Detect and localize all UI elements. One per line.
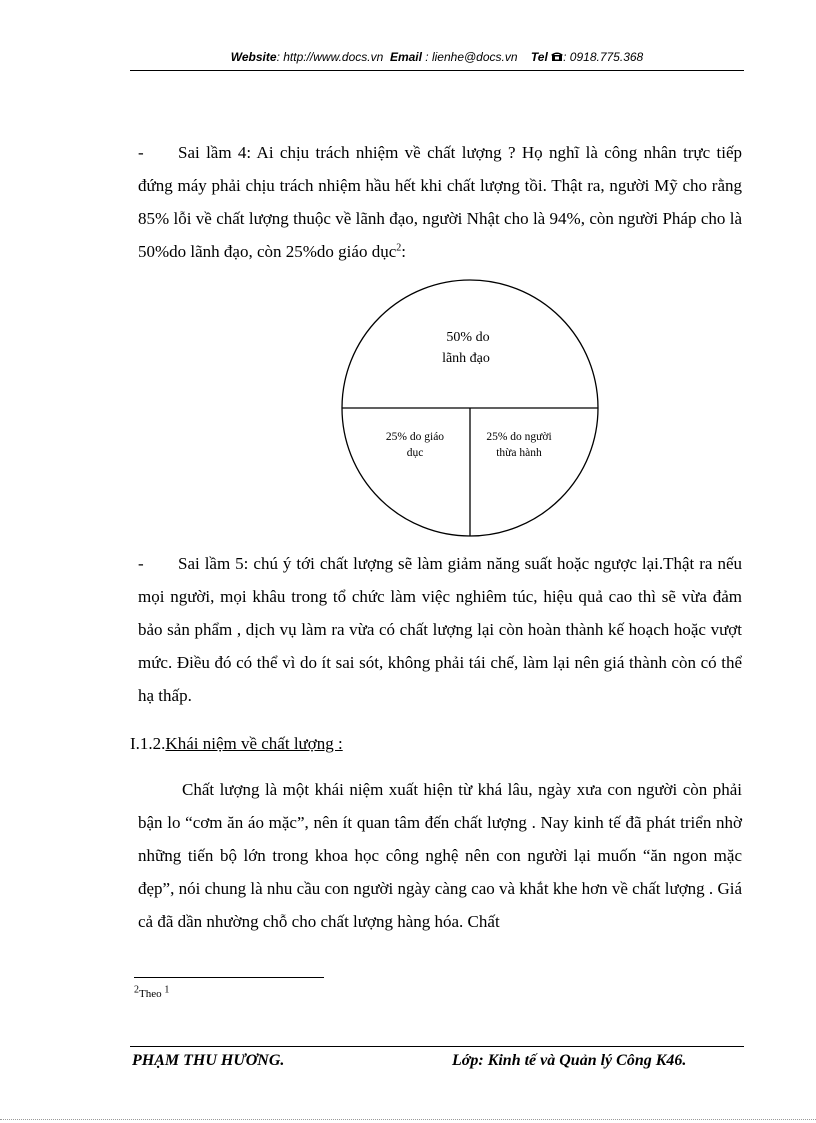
footnote bbox=[134, 984, 170, 1000]
footer-class: Lớp: Kinh tế và Quản lý Công K46. bbox=[452, 1052, 687, 1069]
section-heading bbox=[130, 734, 343, 754]
website-label: Website bbox=[230, 50, 277, 64]
slice-label-workers-line1: 25% do người bbox=[486, 431, 552, 443]
footnote-source-ref: 1 bbox=[164, 984, 170, 996]
paragraph-mistake-5 bbox=[138, 547, 742, 712]
tel-value: : 0918.775.368 bbox=[563, 50, 644, 64]
list-dash: - bbox=[138, 143, 144, 162]
paragraph-mistake-4 bbox=[138, 136, 742, 268]
page-header bbox=[130, 50, 744, 64]
footnote-text: Theo bbox=[139, 988, 165, 1000]
paragraph-text: Chất lượng là một khái niệm xuất hiện từ khá lâu, ngày xưa con người còn phải bận lo “cơm ăn áo mặc”, nên ít quan tâm đến chất lượng . Nay kinh tế đã phát triển nhờ những tiến bộ lớn trong khoa học công nghệ nên con người lại muốn “ăn ngon mặc đẹp”, nói chung là nhu cầu con người ngày càng cao và khắt khe hơn về chất lượng . Giá cả đã dần nhường chỗ cho chất lượng hàng hóa. Chất bbox=[138, 780, 742, 931]
email-value: : lienhe@docs.vn bbox=[421, 50, 518, 64]
phone-icon bbox=[551, 51, 563, 62]
page-bottom-border bbox=[0, 1119, 816, 1120]
slice-label-leadership-line2: lãnh đạo bbox=[442, 351, 490, 366]
pie-chart bbox=[330, 278, 610, 540]
paragraph-quality-concept bbox=[138, 773, 742, 938]
email-label: Email bbox=[389, 50, 422, 64]
footnote-ref: 2 bbox=[396, 242, 402, 254]
slice-label-education-line2: dục bbox=[406, 447, 424, 459]
slice-label-education-line1: 25% do giáo bbox=[385, 431, 445, 443]
paragraph-text: Sai lầm 4: Ai chịu trách nhiệm về chất lượng ? Họ nghĩ là công nhân trực tiếp đứng máy phải chịu trách nhiệm hầu hết khi chất lượng tồi. Thật ra, người Mỹ cho rằng 85% lỗi về chất lượng thuộc về lãnh đạo, người Nhật cho là 94%, còn người Pháp cho là 50%do lãnh đạo, còn 25%do giáo dục bbox=[138, 143, 742, 261]
paragraph-trail: : bbox=[401, 242, 406, 261]
paragraph-text: Sai lầm 5: chú ý tới chất lượng sẽ làm giảm năng suất hoặc ngược lại.Thật ra nếu mọi người, mọi khâu trong tổ chức làm việc nghiêm túc, hiệu quả cao thì sẽ vừa đảm bảo sản phẩm , dịch vụ làm ra vừa có chất lượng lại còn hoàn thành kế hoạch hoặc vượt mức. Điều đó có thể vì do ít sai sót, không phải tái chế, làm lại nên giá thành còn có thể hạ thấp. bbox=[138, 554, 742, 705]
footer-rule bbox=[130, 1046, 744, 1047]
list-dash: - bbox=[138, 554, 144, 573]
header-rule bbox=[130, 70, 744, 71]
slice-label-leadership-line1: 50% do bbox=[446, 330, 490, 345]
footnote-number: 2 bbox=[134, 984, 139, 996]
website-value: : http://www.docs.vn bbox=[276, 50, 384, 64]
footnote-rule bbox=[134, 977, 324, 978]
section-number: I.1.2. bbox=[130, 734, 166, 753]
footer-author: PHẠM THU HƯƠNG. bbox=[132, 1052, 285, 1069]
slice-label-workers-line2: thừa hành bbox=[496, 447, 542, 459]
section-title: Khái niệm về chất lượng : bbox=[165, 734, 343, 753]
tel-label: Tel bbox=[530, 50, 548, 64]
